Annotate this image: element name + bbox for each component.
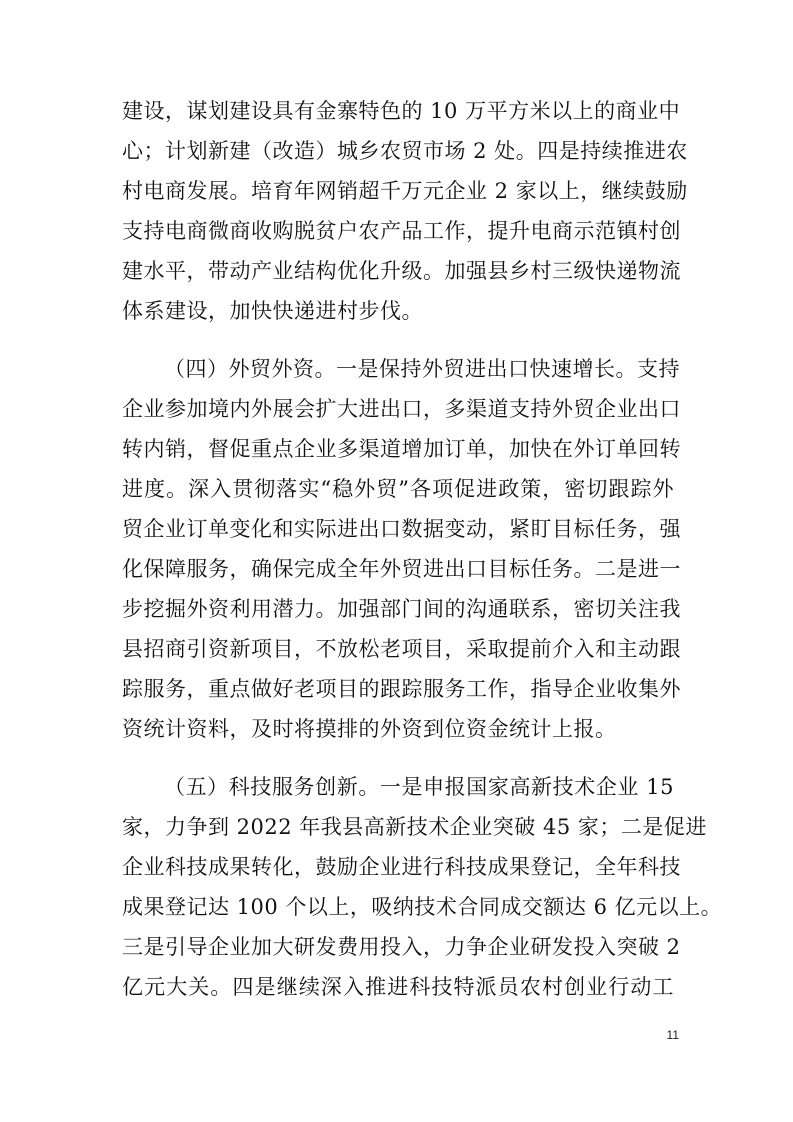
- text-line: 三是引导企业加大研发费用投入，力争企业研发投入突破 2: [122, 935, 681, 959]
- paragraph-technology-innovation: [122, 767, 723, 1007]
- section-heading-line: （四）外贸外资。一是保持外贸进出口快速增长。支持: [164, 357, 680, 381]
- paragraph-foreign-trade: [122, 349, 681, 749]
- text-line: 成果登记达 100 个以上，吸纳技术合同成交额达 6 亿元以上。: [122, 895, 723, 919]
- section-heading-line: （五）科技服务创新。一是申报国家高新技术企业 15: [164, 775, 674, 799]
- text-line: 步挖掘外资利用潜力。加强部门间的沟通联系，密切关注我: [122, 597, 681, 621]
- text-line: 转内销，督促重点企业多渠道增加订单，加快在外订单回转: [122, 437, 681, 461]
- body-text: [122, 91, 723, 1007]
- text-line: 村电商发展。培育年网销超千万元企业 2 家以上，继续鼓励: [122, 179, 688, 203]
- text-line: 化保障服务，确保完成全年外贸进出口目标任务。二是进一: [122, 557, 681, 581]
- text-line: 建水平，带动产业结构优化升级。加强县乡村三级快递物流: [122, 259, 681, 283]
- text-line: 踪服务，重点做好老项目的跟踪服务工作，指导企业收集外: [122, 677, 681, 701]
- text-line: 支持电商微商收购脱贫户农产品工作，提升电商示范镇村创: [122, 219, 681, 243]
- text-line: 亿元大关。四是继续深入推进科技特派员农村创业行动工: [122, 975, 674, 999]
- text-line: 家，力争到 2022 年我县高新技术企业突破 45 家；二是促进: [122, 815, 707, 839]
- text-line: 企业参加境内外展会扩大进出口，多渠道支持外贸企业出口: [122, 397, 681, 421]
- text-line: 县招商引资新项目，不放松老项目，采取提前介入和主动跟: [122, 637, 681, 661]
- text-line: 进度。深入贯彻落实“稳外贸”各项促进政策，密切跟踪外: [122, 477, 674, 501]
- paragraph-commerce-continued: [122, 91, 688, 331]
- text-line: 建设，谋划建设具有金寨特色的 10 万平方米以上的商业中: [122, 99, 681, 123]
- text-line: 体系建设，加快快递进村步伐。: [122, 299, 423, 323]
- text-line: 贸企业订单变化和实际进出口数据变动，紧盯目标任务，强: [122, 517, 681, 541]
- text-line: 资统计资料，及时将摸排的外资到位资金统计上报。: [122, 717, 617, 741]
- page-number: 11: [666, 1028, 679, 1042]
- text-line: 企业科技成果转化，鼓励企业进行科技成果登记，全年科技: [122, 855, 681, 879]
- text-line: 心；计划新建（改造）城乡农贸市场 2 处。四是持续推进农: [122, 139, 688, 163]
